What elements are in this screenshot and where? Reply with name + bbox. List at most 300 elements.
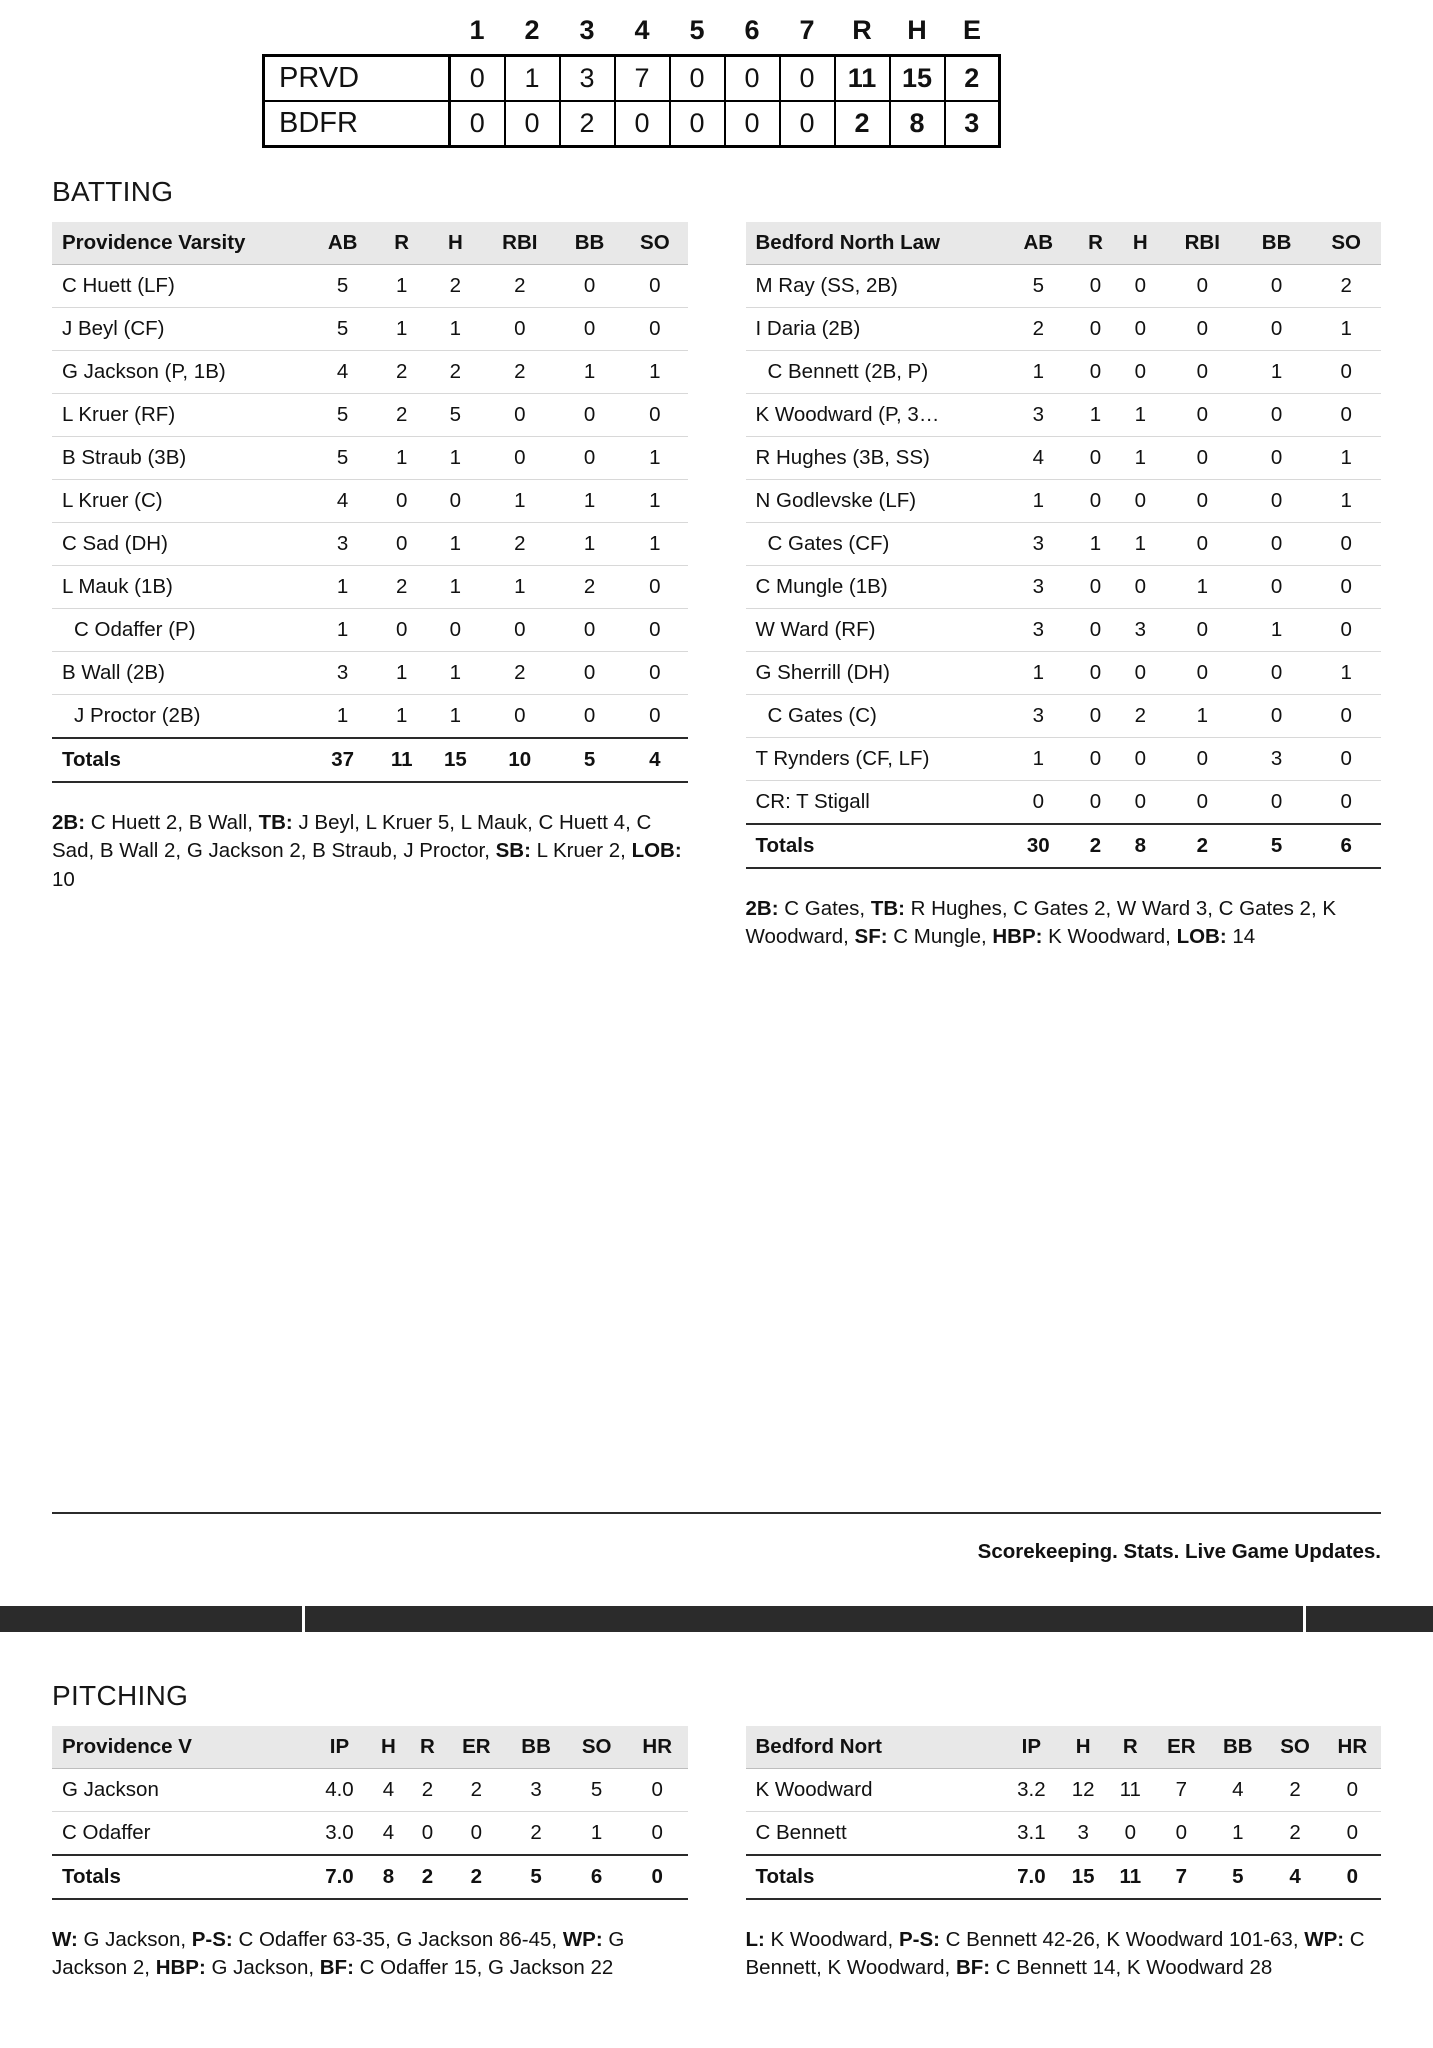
- stat-cell: 0: [1311, 523, 1381, 566]
- stat-cell: 0: [1163, 265, 1242, 308]
- linescore-team-name: BDFR: [264, 101, 450, 147]
- linescore-inning-cell: 7: [615, 56, 670, 102]
- player-name: M Ray (SS, 2B): [746, 265, 1004, 308]
- stat-cell: 1: [310, 609, 375, 652]
- stat-cell: 0: [622, 265, 687, 308]
- stat-cell: 1: [622, 523, 687, 566]
- stat-cell: 1: [428, 652, 483, 695]
- totals-cell: 2: [1073, 824, 1118, 868]
- stat-cell: 0: [557, 652, 622, 695]
- pitching-section-title: PITCHING: [52, 1679, 189, 1711]
- player-name: B Straub (3B): [52, 437, 310, 480]
- stat-cell: 0: [1242, 523, 1312, 566]
- stat-cell: 0: [622, 308, 687, 351]
- stat-cell: 0: [1073, 609, 1118, 652]
- table-row: [746, 695, 1382, 738]
- stat-cell: 1: [375, 652, 428, 695]
- batting-body-0: [52, 265, 688, 783]
- note-label: BF:: [319, 1955, 354, 1979]
- linescore-team-header: [264, 10, 450, 56]
- stat-cell: 3.2: [1004, 1768, 1060, 1811]
- stat-cell: 0: [1118, 738, 1163, 781]
- player-name: C Huett (LF): [52, 265, 310, 308]
- pitching-notes-0: W: G Jackson, P-S: C Odaffer 63-35, G Jackson 86-45, WP: G Jackson 2, HBP: G Jackson, BF: C Odaffer 15, G Jackson 22: [52, 1927, 625, 1979]
- table-row: [52, 480, 688, 523]
- batting-table-1: [746, 222, 1382, 869]
- stat-cell: 0: [1073, 480, 1118, 523]
- stat-cell: 1: [557, 523, 622, 566]
- stat-cell: 1: [310, 695, 375, 739]
- note-label: W:: [52, 1927, 78, 1951]
- stat-cell: 2: [1266, 1768, 1323, 1811]
- stat-cell: 4: [1209, 1768, 1266, 1811]
- table-row: [746, 308, 1382, 351]
- table-row: [52, 523, 688, 566]
- dark-separator-bar: [0, 1606, 1433, 1632]
- stat-header-r: R: [408, 1726, 447, 1769]
- stat-cell: 4: [369, 1768, 408, 1811]
- note-label: HBP:: [155, 1955, 206, 1979]
- totals-cell: 7.0: [1004, 1855, 1060, 1899]
- stat-cell: 0: [1242, 308, 1312, 351]
- stat-cell: 2: [1118, 695, 1163, 738]
- stat-header-so: SO: [1266, 1726, 1323, 1769]
- stat-cell: 2: [1266, 1811, 1323, 1855]
- stat-cell: 0: [1163, 609, 1242, 652]
- linescore-inning-cell: 0: [725, 56, 780, 102]
- stat-cell: 2: [1004, 308, 1074, 351]
- linescore-total-header-r: R: [852, 15, 872, 45]
- stat-cell: 0: [1242, 652, 1312, 695]
- linescore-team-name: PRVD: [264, 56, 450, 102]
- stat-cell: 3: [310, 652, 375, 695]
- stat-header-r: R: [1107, 1726, 1153, 1769]
- player-name: J Beyl (CF): [52, 308, 310, 351]
- pitching-table-1: [746, 1726, 1382, 1900]
- stat-cell: 0: [1324, 1811, 1381, 1855]
- stat-cell: 1: [1209, 1811, 1266, 1855]
- stat-cell: 0: [1311, 609, 1381, 652]
- note-label: TB:: [870, 897, 905, 920]
- table-row: [746, 351, 1382, 394]
- totals-label: Totals: [746, 824, 1004, 868]
- player-name: T Rynders (CF, LF): [746, 738, 1004, 781]
- linescore-row: [264, 101, 1000, 147]
- player-name: C Sad (DH): [52, 523, 310, 566]
- linescore-inning-header-3: 3: [579, 15, 595, 45]
- stat-cell: 0: [557, 695, 622, 739]
- stat-cell: 1: [1118, 394, 1163, 437]
- stat-cell: 2: [483, 351, 557, 394]
- totals-cell: 6: [1311, 824, 1381, 868]
- stat-cell: 1: [428, 695, 483, 739]
- table-row: [52, 351, 688, 394]
- note-label: TB:: [258, 811, 293, 834]
- stat-cell: 4.0: [310, 1768, 369, 1811]
- stat-cell: 3: [1004, 695, 1074, 738]
- totals-cell: 2: [408, 1855, 447, 1899]
- stat-header-h: H: [1118, 222, 1163, 265]
- stat-cell: 2: [1311, 265, 1381, 308]
- totals-cell: 5: [1209, 1855, 1266, 1899]
- stat-cell: 3.0: [310, 1811, 369, 1855]
- stat-cell: 1: [622, 480, 687, 523]
- stat-cell: 4: [310, 480, 375, 523]
- stat-cell: 0: [1073, 437, 1118, 480]
- pitching-notes-1: L: K Woodward, P-S: C Bennett 42-26, K Woodward 101-63, WP: C Bennett, K Woodward, BF: C Bennett 14, K Woodward 28: [745, 1927, 1365, 1979]
- stat-cell: 0: [375, 609, 428, 652]
- stat-cell: 4: [1004, 437, 1074, 480]
- stat-header-so: SO: [1311, 222, 1381, 265]
- stat-cell: 0: [1311, 566, 1381, 609]
- linescore-inning-header-2: 2: [524, 15, 540, 45]
- stat-cell: 0: [1163, 652, 1242, 695]
- stat-cell: 3: [1118, 609, 1163, 652]
- stat-cell: 1: [483, 480, 557, 523]
- player-name: L Kruer (C): [52, 480, 310, 523]
- pitcher-name: C Odaffer: [52, 1811, 310, 1855]
- stat-cell: 1: [622, 437, 687, 480]
- totals-label: Totals: [746, 1855, 1004, 1899]
- stat-cell: 1: [375, 695, 428, 739]
- batting-notes-0: 2B: C Huett 2, B Wall, TB: J Beyl, L Kruer 5, L Mauk, C Huett 4, C Sad, B Wall 2, G Jackson 2, B Straub, J Proctor, SB: L Kruer 2, LOB: 10: [52, 811, 682, 891]
- table-row: [52, 308, 688, 351]
- stat-cell: 1: [557, 480, 622, 523]
- linescore-inning-cell: 3: [560, 56, 615, 102]
- pitching-columns: [0, 1726, 1433, 1983]
- stat-header-rbi: RBI: [1163, 222, 1242, 265]
- stat-cell: 0: [622, 566, 687, 609]
- table-row: [746, 480, 1382, 523]
- player-name: L Mauk (1B): [52, 566, 310, 609]
- note-label: SF:: [854, 925, 888, 949]
- stat-cell: 5: [566, 1768, 627, 1811]
- stat-cell: 1: [483, 566, 557, 609]
- stat-cell: 1: [375, 437, 428, 480]
- stat-cell: 0: [375, 480, 428, 523]
- totals-cell: 11: [1107, 1855, 1153, 1899]
- linescore-inning-header-5: 5: [689, 15, 705, 45]
- totals-cell: 15: [428, 738, 483, 782]
- note-label: 2B:: [745, 897, 779, 920]
- stat-cell: 0: [1163, 351, 1242, 394]
- stat-header-hr: HR: [1324, 1726, 1381, 1769]
- stat-cell: 1: [1311, 308, 1381, 351]
- stat-cell: 1: [622, 351, 687, 394]
- stat-cell: 0: [483, 308, 557, 351]
- note-label: 2B:: [52, 811, 86, 834]
- stat-cell: 0: [1163, 308, 1242, 351]
- player-name: C Gates (CF): [746, 523, 1004, 566]
- stat-header-so: SO: [622, 222, 687, 265]
- stat-cell: 5: [310, 437, 375, 480]
- totals-cell: 8: [1118, 824, 1163, 868]
- stat-cell: 0: [1311, 738, 1381, 781]
- stat-header-so: SO: [566, 1726, 627, 1769]
- player-name: G Jackson (P, 1B): [52, 351, 310, 394]
- note-label: LOB:: [631, 839, 682, 863]
- stat-cell: 0: [1107, 1811, 1153, 1855]
- totals-cell: 0: [627, 1855, 688, 1899]
- stat-cell: 5: [1004, 265, 1074, 308]
- stat-cell: 1: [1118, 523, 1163, 566]
- stat-cell: 1: [566, 1811, 627, 1855]
- stat-header-er: ER: [1153, 1726, 1209, 1769]
- stat-cell: 0: [622, 652, 687, 695]
- stat-cell: 0: [1242, 265, 1312, 308]
- stat-cell: 2: [483, 652, 557, 695]
- totals-cell: 6: [566, 1855, 627, 1899]
- stat-cell: 0: [1163, 394, 1242, 437]
- totals-cell: 8: [369, 1855, 408, 1899]
- stat-cell: 3: [1004, 609, 1074, 652]
- stat-cell: 7: [1153, 1768, 1209, 1811]
- stat-cell: 3: [1004, 566, 1074, 609]
- stat-cell: 5: [310, 308, 375, 351]
- stat-cell: 2: [408, 1768, 447, 1811]
- linescore-header: [264, 10, 1000, 56]
- linescore-inning-header-1: 1: [469, 15, 485, 45]
- table-row: [52, 1811, 688, 1855]
- stat-cell: 0: [557, 265, 622, 308]
- stat-cell: 0: [1073, 566, 1118, 609]
- batting-notes-1: 2B: C Gates, TB: R Hughes, C Gates 2, W Ward 3, C Gates 2, K Woodward, SF: C Mungle, HBP: K Woodward, LOB: 14: [745, 897, 1337, 949]
- stat-cell: 0: [483, 394, 557, 437]
- stat-cell: 0: [483, 437, 557, 480]
- stat-cell: 1: [375, 265, 428, 308]
- stat-header-h: H: [1059, 1726, 1107, 1769]
- stat-cell: 0: [1242, 437, 1312, 480]
- totals-cell: 5: [1242, 824, 1312, 868]
- note-label: WP:: [1304, 1927, 1345, 1951]
- team-name-header: Providence Varsity: [52, 222, 310, 265]
- stat-cell: 1: [1163, 695, 1242, 738]
- player-name: CR: T Stigall: [746, 781, 1004, 825]
- stat-cell: 0: [557, 308, 622, 351]
- stat-cell: 0: [1242, 480, 1312, 523]
- table-row: [746, 394, 1382, 437]
- batting-header-row-1: [746, 222, 1382, 265]
- table-row: [52, 437, 688, 480]
- table-row: [746, 609, 1382, 652]
- linescore-inning-cell: 1: [505, 56, 560, 102]
- pitching-body-1: [746, 1768, 1382, 1899]
- linescore-e-cell: 3: [945, 101, 1000, 147]
- stat-header-ab: AB: [310, 222, 375, 265]
- table-row: [52, 265, 688, 308]
- totals-cell: 7.0: [310, 1855, 369, 1899]
- linescore-inning-cell: 2: [560, 101, 615, 147]
- stat-cell: 0: [1073, 308, 1118, 351]
- stat-header-hr: HR: [627, 1726, 688, 1769]
- player-name: R Hughes (3B, SS): [746, 437, 1004, 480]
- stat-cell: 0: [627, 1768, 688, 1811]
- stat-cell: 1: [375, 308, 428, 351]
- table-row: [52, 609, 688, 652]
- table-row: [746, 566, 1382, 609]
- note-label: LOB:: [1176, 925, 1227, 949]
- stat-cell: 0: [1163, 480, 1242, 523]
- note-label: WP:: [562, 1927, 603, 1951]
- stat-cell: 0: [627, 1811, 688, 1855]
- team-name-header: Bedford North Law: [746, 222, 1004, 265]
- stat-header-bb: BB: [1209, 1726, 1266, 1769]
- stat-cell: 5: [310, 394, 375, 437]
- stat-cell: 0: [447, 1811, 506, 1855]
- totals-cell: 2: [1163, 824, 1242, 868]
- totals-row: [52, 738, 688, 782]
- stat-cell: 0: [557, 609, 622, 652]
- stat-cell: 0: [1118, 652, 1163, 695]
- totals-cell: 5: [506, 1855, 567, 1899]
- linescore-r-cell: 11: [835, 56, 890, 102]
- table-row: [746, 1811, 1382, 1855]
- stat-header-ip: IP: [310, 1726, 369, 1769]
- totals-label: Totals: [52, 1855, 310, 1899]
- stat-header-r: R: [375, 222, 428, 265]
- linescore-inning-cell: 0: [615, 101, 670, 147]
- stat-cell: 3.1: [1004, 1811, 1060, 1855]
- stat-header-bb: BB: [1242, 222, 1312, 265]
- batting-column-home: [52, 222, 688, 952]
- batting-section-title: BATTING: [52, 176, 174, 207]
- stat-cell: 0: [1073, 781, 1118, 825]
- player-name: C Mungle (1B): [746, 566, 1004, 609]
- player-name: J Proctor (2B): [52, 695, 310, 739]
- note-label: P-S:: [191, 1927, 233, 1951]
- stat-cell: 0: [1311, 695, 1381, 738]
- totals-cell: 15: [1059, 1855, 1107, 1899]
- player-name: C Odaffer (P): [52, 609, 310, 652]
- linescore-h-cell: 15: [890, 56, 945, 102]
- stat-header-ab: AB: [1004, 222, 1074, 265]
- linescore-inning-cell: 0: [725, 101, 780, 147]
- stat-header-ip: IP: [1004, 1726, 1060, 1769]
- stat-header-er: ER: [447, 1726, 506, 1769]
- linescore-h-cell: 8: [890, 101, 945, 147]
- stat-cell: 4: [369, 1811, 408, 1855]
- totals-cell: 0: [1324, 1855, 1381, 1899]
- stat-cell: 0: [1073, 265, 1118, 308]
- linescore-inning-cell: 0: [670, 101, 725, 147]
- linescore-inning-header-4: 4: [634, 15, 650, 45]
- stat-cell: 0: [1118, 351, 1163, 394]
- stat-cell: 0: [1118, 781, 1163, 825]
- stat-cell: 2: [375, 394, 428, 437]
- batting-column-away: [746, 222, 1382, 952]
- stat-cell: 0: [1118, 308, 1163, 351]
- note-label: SB:: [495, 839, 531, 863]
- stat-cell: 1: [428, 566, 483, 609]
- stat-cell: 1: [310, 566, 375, 609]
- pitching-column-home: [52, 1726, 688, 1983]
- stat-cell: 0: [557, 437, 622, 480]
- stat-cell: 0: [1153, 1811, 1209, 1855]
- stat-cell: 3: [310, 523, 375, 566]
- player-name: G Sherrill (DH): [746, 652, 1004, 695]
- player-name: K Woodward (P, 3…: [746, 394, 1004, 437]
- stat-cell: 0: [408, 1811, 447, 1855]
- stat-cell: 0: [1163, 781, 1242, 825]
- totals-cell: 2: [447, 1855, 506, 1899]
- totals-cell: 7: [1153, 1855, 1209, 1899]
- stat-cell: 2: [428, 265, 483, 308]
- stat-cell: 0: [428, 609, 483, 652]
- batting-body-1: [746, 265, 1382, 869]
- totals-row: [746, 824, 1382, 868]
- stat-cell: 1: [1073, 523, 1118, 566]
- stat-cell: 1: [1004, 351, 1074, 394]
- table-row: [746, 437, 1382, 480]
- stat-header-h: H: [428, 222, 483, 265]
- pitcher-name: C Bennett: [746, 1811, 1004, 1855]
- table-row: [746, 1768, 1382, 1811]
- stat-cell: 0: [1242, 781, 1312, 825]
- stat-cell: 0: [1118, 480, 1163, 523]
- stat-cell: 3: [1059, 1811, 1107, 1855]
- stat-cell: 1: [428, 523, 483, 566]
- batting-header-row-0: [52, 222, 688, 265]
- player-name: C Gates (C): [746, 695, 1004, 738]
- table-row: [52, 652, 688, 695]
- pitcher-name: G Jackson: [52, 1768, 310, 1811]
- note-label: L:: [745, 1927, 765, 1951]
- player-name: L Kruer (RF): [52, 394, 310, 437]
- table-row: [746, 781, 1382, 825]
- stat-cell: 3: [1242, 738, 1312, 781]
- note-label: BF:: [955, 1955, 991, 1979]
- totals-row: [52, 1855, 688, 1899]
- stat-cell: 0: [1163, 738, 1242, 781]
- linescore-inning-cell: 0: [780, 101, 835, 147]
- table-row: [52, 394, 688, 437]
- linescore-r-cell: 2: [835, 101, 890, 147]
- stat-cell: 1: [428, 308, 483, 351]
- pitcher-name: K Woodward: [746, 1768, 1004, 1811]
- pitching-section: [0, 1632, 1433, 1983]
- stat-header-bb: BB: [506, 1726, 567, 1769]
- stat-cell: 0: [483, 609, 557, 652]
- table-row: [52, 566, 688, 609]
- stat-cell: 0: [483, 695, 557, 739]
- stat-cell: 11: [1107, 1768, 1153, 1811]
- table-row: [746, 523, 1382, 566]
- stat-header-rbi: RBI: [483, 222, 557, 265]
- linescore-total-header-e: E: [962, 15, 981, 45]
- stat-cell: 0: [1311, 781, 1381, 825]
- stat-cell: 0: [622, 394, 687, 437]
- linescore-e-cell: 2: [945, 56, 1000, 102]
- stat-cell: 1: [1004, 480, 1074, 523]
- stat-cell: 0: [1311, 351, 1381, 394]
- stat-cell: 1: [1242, 351, 1312, 394]
- stat-cell: 1: [1311, 437, 1381, 480]
- stat-header-h: H: [369, 1726, 408, 1769]
- stat-cell: 0: [1163, 523, 1242, 566]
- stat-cell: 5: [310, 265, 375, 308]
- linescore-inning-header-7: 7: [799, 15, 815, 45]
- table-row: [746, 738, 1382, 781]
- stat-cell: 2: [483, 265, 557, 308]
- stat-cell: 0: [1118, 265, 1163, 308]
- stat-cell: 5: [428, 394, 483, 437]
- totals-cell: 4: [622, 738, 687, 782]
- linescore-inning-cell: 0: [505, 101, 560, 147]
- team-name-header: Providence V: [52, 1726, 310, 1769]
- linescore-inning-header-6: 6: [744, 15, 760, 45]
- linescore-inning-cell: 0: [780, 56, 835, 102]
- linescore-row: [264, 56, 1000, 102]
